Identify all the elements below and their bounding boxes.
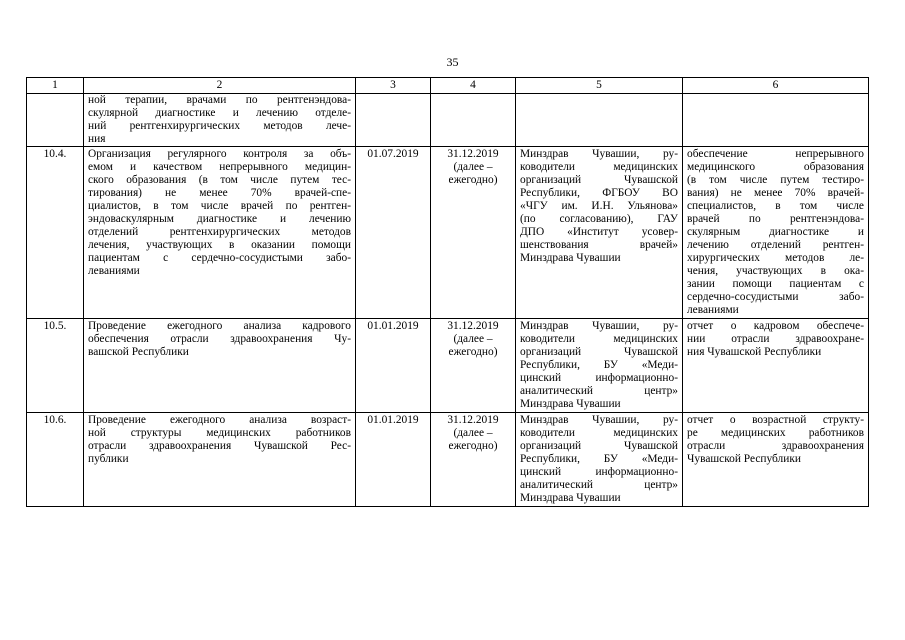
text-line: нии отрасли здравоохране-	[687, 333, 864, 345]
text-line: (далее –	[453, 427, 493, 439]
text-line: (далее –	[453, 333, 493, 345]
text-line: Проведение ежегодного анализа кадрового	[88, 320, 351, 332]
text-line: ского образования (в том числе путем тес-	[88, 174, 351, 186]
column-header: 4	[431, 78, 516, 94]
text-line: аналитический центр»	[520, 385, 678, 397]
text-line: вания) не менее 70% врачей-	[687, 187, 864, 199]
text-line: ния Чувашской Республики	[687, 346, 822, 358]
cell-responsible	[516, 319, 683, 413]
text-line: емом и качеством непрерывного медицин-	[88, 161, 351, 173]
text-line: организаций Чувашской	[520, 174, 678, 186]
text-line: (в том числе путем тестиро-	[687, 174, 864, 186]
cell-end	[431, 147, 516, 319]
text-line: лечения, участвующих в оказании помощи	[88, 239, 351, 251]
cell-num: 10.6.	[27, 413, 84, 507]
text-line: отчет о кадровом обеспече-	[687, 320, 864, 332]
text-line: пациентам с сердечно-сосудистыми забо-	[88, 252, 351, 264]
text-line: аналитический центр»	[520, 479, 678, 491]
text-line: ежегодно)	[448, 440, 498, 452]
text-line: отрасли здравоохранения	[687, 440, 864, 452]
text-line: ководители медицинских	[520, 427, 678, 439]
text-line: ежегодно)	[448, 174, 498, 186]
cell-result	[683, 147, 869, 319]
page-number: 35	[446, 55, 459, 69]
cell-num: 10.5.	[27, 319, 84, 413]
cell-action	[84, 413, 356, 507]
text-line: обеспечения отрасли здравоохранения Чу-	[88, 333, 351, 345]
text-line: вашской Республики	[88, 346, 189, 358]
cell-responsible	[516, 94, 683, 147]
text-line: ДПО «Институт усовер-	[520, 226, 678, 238]
text-line: сердечно-сосудистыми забо-	[687, 291, 864, 303]
text-line: Минздрава Чувашии	[520, 398, 621, 410]
text-line: «ЧГУ им. И.Н. Ульянова»	[520, 200, 678, 212]
cell-start	[356, 94, 431, 147]
text-line: Минздрав Чувашии, ру-	[520, 148, 678, 160]
text-line: ной терапии, врачами по рентгенэндова-	[88, 94, 351, 106]
text-line: цинский информационно-	[520, 466, 678, 478]
cell-responsible	[516, 147, 683, 319]
column-header: 6	[683, 78, 869, 94]
text-line: скулярной диагностике и лечению отделе-	[88, 107, 351, 119]
text-line: Чувашской Республики	[687, 453, 801, 465]
text-line: публики	[88, 453, 129, 465]
text-line: 31.12.2019	[447, 414, 499, 426]
column-header: 3	[356, 78, 431, 94]
text-line: ководители медицинских	[520, 161, 678, 173]
text-line: ной структуры медицинских работников	[88, 427, 351, 439]
text-line: ния	[88, 133, 106, 145]
cell-result	[683, 413, 869, 507]
text-line: Республики, БУ «Меди-	[520, 453, 678, 465]
column-header: 1	[27, 78, 84, 94]
text-line: Минздрав Чувашии, ру-	[520, 320, 678, 332]
plan-table	[26, 77, 869, 507]
text-line: скулярным диагностике и	[687, 226, 864, 238]
text-line: леваниями	[88, 265, 140, 277]
cell-action	[84, 147, 356, 319]
text-line: ре медицинских работников	[687, 427, 864, 439]
cell-result	[683, 319, 869, 413]
text-line: 31.12.2019	[447, 320, 499, 332]
text-line: отделений рентгенхирургических методов	[88, 226, 351, 238]
text-line: чения, участвующих в ока-	[687, 265, 864, 277]
text-line: Проведение ежегодного анализа возраст-	[88, 414, 351, 426]
text-line: эндоваскулярным диагностике и лечению	[88, 213, 351, 225]
table-row	[27, 147, 869, 319]
cell-num	[27, 94, 84, 147]
column-header: 5	[516, 78, 683, 94]
text-line: шенствования врачей»	[520, 239, 678, 251]
text-line: Минздрава Чувашии	[520, 252, 621, 264]
text-line: тирования) не менее 70% врачей-спе-	[88, 187, 351, 199]
text-line: организаций Чувашской	[520, 346, 678, 358]
cell-start: 01.01.2019	[356, 413, 431, 507]
table-header-row	[27, 78, 869, 94]
cell-end	[431, 319, 516, 413]
text-line: медицинского образования	[687, 161, 864, 173]
cell-action	[84, 94, 356, 147]
text-line: цинский информационно-	[520, 372, 678, 384]
cell-action	[84, 319, 356, 413]
text-line: Минздрав Чувашии, ру-	[520, 414, 678, 426]
table-row	[27, 413, 869, 507]
text-line: Республики, БУ «Меди-	[520, 359, 678, 371]
text-line: хирургических методов ле-	[687, 252, 864, 264]
text-line: леваниями	[687, 304, 739, 316]
continuation-row	[27, 94, 869, 147]
text-line: Организация регулярного контроля за объ-	[88, 148, 351, 160]
continuation-text	[88, 94, 351, 146]
cell-end	[431, 94, 516, 147]
text-line: организаций Чувашской	[520, 440, 678, 452]
cell-start: 01.07.2019	[356, 147, 431, 319]
table-row	[27, 319, 869, 413]
text-line: ежегодно)	[448, 346, 498, 358]
text-line: лечению отделений рентген-	[687, 239, 864, 251]
text-line: врачей по рентгенэндова-	[687, 213, 864, 225]
text-line: 31.12.2019	[447, 148, 499, 160]
text-line: специалистов, в том числе	[687, 200, 864, 212]
text-line: зании помощи пациентам с	[687, 278, 864, 290]
text-line: ководители медицинских	[520, 333, 678, 345]
text-line: обеспечение непрерывного	[687, 148, 864, 160]
text-line: циалистов, в том числе врачей по рентген-	[88, 200, 351, 212]
text-line: Минздрава Чувашии	[520, 492, 621, 504]
cell-result	[683, 94, 869, 147]
text-line: (по согласованию), ГАУ	[520, 213, 678, 225]
text-line: (далее –	[453, 161, 493, 173]
column-header: 2	[84, 78, 356, 94]
cell-num: 10.4.	[27, 147, 84, 319]
cell-responsible	[516, 413, 683, 507]
cell-start: 01.01.2019	[356, 319, 431, 413]
text-line: отчет о возрастной структу-	[687, 414, 864, 426]
text-line: ний рентгенхирургических методов лече-	[88, 120, 351, 132]
text-line: Республики, ФГБОУ ВО	[520, 187, 678, 199]
text-line: отрасли здравоохранения Чувашской Рес-	[88, 440, 351, 452]
cell-end	[431, 413, 516, 507]
